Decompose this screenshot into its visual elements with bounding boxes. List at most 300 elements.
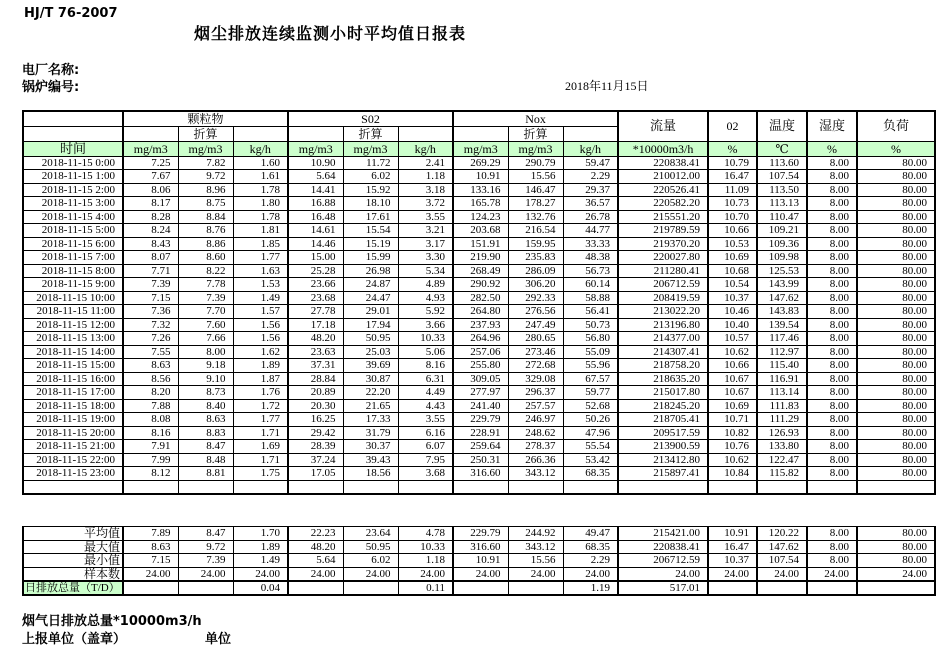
- value-cell: 15.54: [343, 224, 398, 238]
- value-cell: 7.55: [123, 345, 178, 359]
- value-cell: 80.00: [857, 156, 935, 170]
- value-cell: 8.00: [807, 386, 857, 400]
- unit-cell: %: [708, 141, 757, 156]
- summary-row: [23, 527, 935, 541]
- value-cell: 80.00: [857, 453, 935, 467]
- value-cell: 18.10: [343, 197, 398, 211]
- value-cell: 8.00: [807, 210, 857, 224]
- standard-code: HJ/T 76-2007: [24, 6, 118, 21]
- value-cell: 8.00: [807, 224, 857, 238]
- value-cell: 1.56: [233, 332, 288, 346]
- summary-row: [23, 540, 935, 554]
- value-cell: 8.00: [807, 527, 857, 541]
- value-cell: 7.95: [398, 453, 453, 467]
- value-cell: 259.64: [453, 440, 508, 454]
- value-cell: 16.25: [288, 413, 343, 427]
- value-cell: 8.06: [123, 183, 178, 197]
- value-cell: 220526.41: [618, 183, 708, 197]
- value-cell: 216.54: [508, 224, 563, 238]
- time-cell: 2018-11-15 18:00: [23, 399, 123, 413]
- value-cell: 80.00: [857, 540, 935, 554]
- value-cell: 248.62: [508, 426, 563, 440]
- value-cell: 109.21: [757, 224, 807, 238]
- value-cell: 24.00: [178, 567, 233, 581]
- value-cell: 7.32: [123, 318, 178, 332]
- value-cell: 10.90: [288, 156, 343, 170]
- value-cell: 109.98: [757, 251, 807, 265]
- spacer-cell: [563, 126, 618, 141]
- value-cell: 11.72: [343, 156, 398, 170]
- value-cell: 113.50: [757, 183, 807, 197]
- value-cell: 9.10: [178, 372, 233, 386]
- value-cell: 280.65: [508, 332, 563, 346]
- value-cell: 0.04: [233, 581, 288, 595]
- value-cell: 4.43: [398, 399, 453, 413]
- value-cell: 10.91: [453, 554, 508, 568]
- value-cell: 1.56: [233, 318, 288, 332]
- empty-cell: [708, 480, 757, 494]
- value-cell: 25.28: [288, 264, 343, 278]
- value-cell: 58.88: [563, 291, 618, 305]
- time-cell: 2018-11-15 11:00: [23, 305, 123, 319]
- summary-row: [23, 567, 935, 581]
- value-cell: 11.09: [708, 183, 757, 197]
- value-cell: 250.31: [453, 453, 508, 467]
- value-cell: 1.77: [233, 413, 288, 427]
- pm-converted-header: 折算: [178, 126, 233, 141]
- value-cell: 59.77: [563, 386, 618, 400]
- value-cell: 112.97: [757, 345, 807, 359]
- value-cell: 139.54: [757, 318, 807, 332]
- value-cell: 2.29: [563, 554, 618, 568]
- value-cell: 80.00: [857, 467, 935, 481]
- value-cell: 178.27: [508, 197, 563, 211]
- summary-label-cell: 日排放总量（T/D）: [23, 581, 123, 595]
- value-cell: 109.36: [757, 237, 807, 251]
- value-cell: 8.08: [123, 413, 178, 427]
- value-cell: 80.00: [857, 440, 935, 454]
- value-cell: 9.72: [178, 170, 233, 184]
- value-cell: 329.08: [508, 372, 563, 386]
- data-row: [23, 372, 935, 386]
- value-cell: 24.00: [288, 567, 343, 581]
- value-cell: 272.68: [508, 359, 563, 373]
- time-cell: 2018-11-15 9:00: [23, 278, 123, 292]
- value-cell: 8.00: [807, 264, 857, 278]
- value-cell: 80.00: [857, 413, 935, 427]
- value-cell: 8.07: [123, 251, 178, 265]
- value-cell: [857, 581, 935, 595]
- temperature-header: 温度: [757, 111, 807, 141]
- spacer-cell: [23, 126, 123, 141]
- plant-name-label: 电厂名称:: [22, 63, 80, 78]
- value-cell: 2.29: [563, 170, 618, 184]
- value-cell: 80.00: [857, 372, 935, 386]
- value-cell: 4.93: [398, 291, 453, 305]
- value-cell: 8.40: [178, 399, 233, 413]
- empty-cell: [453, 480, 508, 494]
- value-cell: 24.00: [708, 567, 757, 581]
- value-cell: 10.57: [708, 332, 757, 346]
- gas-total-label: 烟气日排放总量*10000m3/h: [22, 614, 202, 629]
- value-cell: 15.92: [343, 183, 398, 197]
- value-cell: 8.16: [123, 426, 178, 440]
- value-cell: 80.00: [857, 237, 935, 251]
- value-cell: 6.02: [343, 554, 398, 568]
- value-cell: 6.31: [398, 372, 453, 386]
- value-cell: 17.18: [288, 318, 343, 332]
- value-cell: 29.01: [343, 305, 398, 319]
- time-cell: 2018-11-15 13:00: [23, 332, 123, 346]
- value-cell: 264.96: [453, 332, 508, 346]
- value-cell: 3.66: [398, 318, 453, 332]
- value-cell: 213022.20: [618, 305, 708, 319]
- pm-group-header: 颗粒物: [123, 111, 288, 126]
- value-cell: 107.54: [757, 554, 807, 568]
- data-row: [23, 345, 935, 359]
- value-cell: 24.00: [398, 567, 453, 581]
- unit-cell: %: [807, 141, 857, 156]
- value-cell: 343.12: [508, 467, 563, 481]
- value-cell: 7.78: [178, 278, 233, 292]
- value-cell: 15.19: [343, 237, 398, 251]
- value-cell: 8.63: [178, 413, 233, 427]
- table-header: [23, 111, 935, 156]
- value-cell: 80.00: [857, 224, 935, 238]
- value-cell: 8.00: [807, 554, 857, 568]
- value-cell: 15.56: [508, 554, 563, 568]
- value-cell: 276.56: [508, 305, 563, 319]
- value-cell: 8.84: [178, 210, 233, 224]
- value-cell: 30.87: [343, 372, 398, 386]
- time-cell: 2018-11-15 22:00: [23, 453, 123, 467]
- empty-cell: [857, 480, 935, 494]
- value-cell: 107.54: [757, 170, 807, 184]
- value-cell: 8.12: [123, 467, 178, 481]
- units-header-row: [23, 141, 935, 156]
- value-cell: [708, 581, 757, 595]
- value-cell: 220027.80: [618, 251, 708, 265]
- value-cell: 7.70: [178, 305, 233, 319]
- value-cell: 8.86: [178, 237, 233, 251]
- value-cell: 80.00: [857, 170, 935, 184]
- value-cell: 113.13: [757, 197, 807, 211]
- value-cell: 133.80: [757, 440, 807, 454]
- time-cell: 2018-11-15 10:00: [23, 291, 123, 305]
- value-cell: 7.71: [123, 264, 178, 278]
- value-cell: 52.68: [563, 399, 618, 413]
- value-cell: 309.05: [453, 372, 508, 386]
- value-cell: 1.18: [398, 554, 453, 568]
- value-cell: 10.62: [708, 453, 757, 467]
- value-cell: 7.99: [123, 453, 178, 467]
- value-cell: 8.75: [178, 197, 233, 211]
- data-row: [23, 386, 935, 400]
- value-cell: 22.23: [288, 527, 343, 541]
- value-cell: 237.93: [453, 318, 508, 332]
- value-cell: 1.78: [233, 210, 288, 224]
- unit-cell: kg/h: [233, 141, 288, 156]
- value-cell: 24.00: [343, 567, 398, 581]
- value-cell: 115.82: [757, 467, 807, 481]
- value-cell: 7.25: [123, 156, 178, 170]
- value-cell: [508, 581, 563, 595]
- value-cell: 56.41: [563, 305, 618, 319]
- value-cell: 10.70: [708, 210, 757, 224]
- value-cell: [178, 581, 233, 595]
- value-cell: 18.56: [343, 467, 398, 481]
- unit-label: 单位: [205, 632, 232, 647]
- value-cell: [123, 581, 178, 595]
- value-cell: 10.46: [708, 305, 757, 319]
- value-cell: 22.20: [343, 386, 398, 400]
- value-cell: [757, 581, 807, 595]
- value-cell: 1.72: [233, 399, 288, 413]
- value-cell: 229.79: [453, 527, 508, 541]
- spacer-cell: [233, 126, 288, 141]
- data-row: [23, 170, 935, 184]
- value-cell: 10.37: [708, 291, 757, 305]
- value-cell: 56.73: [563, 264, 618, 278]
- value-cell: 151.91: [453, 237, 508, 251]
- value-cell: 10.91: [708, 527, 757, 541]
- value-cell: 278.37: [508, 440, 563, 454]
- summary-row: [23, 554, 935, 568]
- value-cell: 8.28: [123, 210, 178, 224]
- value-cell: 125.53: [757, 264, 807, 278]
- value-cell: 113.60: [757, 156, 807, 170]
- value-cell: 228.91: [453, 426, 508, 440]
- value-cell: 1.75: [233, 467, 288, 481]
- value-cell: 218758.20: [618, 359, 708, 373]
- value-cell: 15.99: [343, 251, 398, 265]
- value-cell: 8.48: [178, 453, 233, 467]
- value-cell: 6.07: [398, 440, 453, 454]
- value-cell: 277.97: [453, 386, 508, 400]
- time-cell: 2018-11-15 15:00: [23, 359, 123, 373]
- empty-cell: [23, 480, 123, 494]
- value-cell: 20.89: [288, 386, 343, 400]
- value-cell: 23.68: [288, 291, 343, 305]
- unit-cell: ℃: [757, 141, 807, 156]
- value-cell: 3.55: [398, 210, 453, 224]
- value-cell: 8.00: [807, 170, 857, 184]
- value-cell: 8.00: [807, 291, 857, 305]
- time-cell: 2018-11-15 1:00: [23, 170, 123, 184]
- value-cell: 27.78: [288, 305, 343, 319]
- value-cell: 218245.20: [618, 399, 708, 413]
- value-cell: 10.76: [708, 440, 757, 454]
- value-cell: 9.18: [178, 359, 233, 373]
- value-cell: 4.89: [398, 278, 453, 292]
- value-cell: 80.00: [857, 332, 935, 346]
- value-cell: 8.73: [178, 386, 233, 400]
- value-cell: 14.41: [288, 183, 343, 197]
- page-title: 烟尘排放连续监测小时平均值日报表: [193, 24, 466, 43]
- spacer-cell: [453, 126, 508, 141]
- value-cell: 16.47: [708, 170, 757, 184]
- value-cell: 8.00: [807, 332, 857, 346]
- value-cell: 26.98: [343, 264, 398, 278]
- value-cell: 30.37: [343, 440, 398, 454]
- hourly-report-table: [22, 110, 936, 495]
- value-cell: 24.00: [508, 567, 563, 581]
- data-row: [23, 197, 935, 211]
- value-cell: 218635.20: [618, 372, 708, 386]
- value-cell: 3.55: [398, 413, 453, 427]
- value-cell: 67.57: [563, 372, 618, 386]
- value-cell: 219.90: [453, 251, 508, 265]
- value-cell: 17.33: [343, 413, 398, 427]
- value-cell: 218705.41: [618, 413, 708, 427]
- value-cell: 26.78: [563, 210, 618, 224]
- empty-cell: [343, 480, 398, 494]
- value-cell: 25.03: [343, 345, 398, 359]
- value-cell: 257.57: [508, 399, 563, 413]
- value-cell: 8.16: [398, 359, 453, 373]
- data-row: [23, 453, 935, 467]
- value-cell: 80.00: [857, 251, 935, 265]
- value-cell: 10.68: [708, 264, 757, 278]
- value-cell: 3.68: [398, 467, 453, 481]
- data-row: [23, 359, 935, 373]
- value-cell: 110.47: [757, 210, 807, 224]
- value-cell: 7.39: [178, 291, 233, 305]
- value-cell: 1.49: [233, 554, 288, 568]
- value-cell: 7.82: [178, 156, 233, 170]
- time-cell: 2018-11-15 17:00: [23, 386, 123, 400]
- value-cell: 215897.41: [618, 467, 708, 481]
- data-row: [23, 210, 935, 224]
- value-cell: [453, 581, 508, 595]
- value-cell: 296.37: [508, 386, 563, 400]
- value-cell: 8.00: [807, 426, 857, 440]
- value-cell: 8.00: [807, 467, 857, 481]
- value-cell: 80.00: [857, 345, 935, 359]
- value-cell: 1.87: [233, 372, 288, 386]
- value-cell: 80.00: [857, 291, 935, 305]
- value-cell: 49.47: [563, 527, 618, 541]
- value-cell: 50.95: [343, 332, 398, 346]
- value-cell: 1.18: [398, 170, 453, 184]
- value-cell: 282.50: [453, 291, 508, 305]
- value-cell: 24.00: [563, 567, 618, 581]
- report-date: 2018年11月15日: [565, 79, 649, 93]
- value-cell: 24.00: [453, 567, 508, 581]
- value-cell: 8.17: [123, 197, 178, 211]
- time-header: 时间: [23, 141, 123, 156]
- value-cell: 80.00: [857, 183, 935, 197]
- value-cell: 111.83: [757, 399, 807, 413]
- value-cell: 21.65: [343, 399, 398, 413]
- summary-table: [22, 526, 936, 596]
- value-cell: 7.66: [178, 332, 233, 346]
- empty-cell: [398, 480, 453, 494]
- value-cell: 269.29: [453, 156, 508, 170]
- value-cell: 290.79: [508, 156, 563, 170]
- data-row: [23, 440, 935, 454]
- value-cell: 8.22: [178, 264, 233, 278]
- value-cell: 24.00: [807, 567, 857, 581]
- value-cell: 8.83: [178, 426, 233, 440]
- value-cell: 8.00: [807, 440, 857, 454]
- value-cell: 143.99: [757, 278, 807, 292]
- value-cell: 9.72: [178, 540, 233, 554]
- value-cell: 7.26: [123, 332, 178, 346]
- value-cell: 24.47: [343, 291, 398, 305]
- value-cell: 8.00: [807, 359, 857, 373]
- value-cell: 115.40: [757, 359, 807, 373]
- value-cell: 7.36: [123, 305, 178, 319]
- value-cell: 241.40: [453, 399, 508, 413]
- value-cell: 50.73: [563, 318, 618, 332]
- spacer-cell: [398, 126, 453, 141]
- value-cell: 1.81: [233, 224, 288, 238]
- value-cell: 1.49: [233, 291, 288, 305]
- empty-cell: [563, 480, 618, 494]
- value-cell: 10.53: [708, 237, 757, 251]
- value-cell: 80.00: [857, 359, 935, 373]
- value-cell: 8.56: [123, 372, 178, 386]
- value-cell: 343.12: [508, 540, 563, 554]
- value-cell: 1.76: [233, 386, 288, 400]
- value-cell: 266.36: [508, 453, 563, 467]
- value-cell: 257.06: [453, 345, 508, 359]
- value-cell: 8.00: [807, 345, 857, 359]
- value-cell: 7.89: [123, 527, 178, 541]
- value-cell: 213412.80: [618, 453, 708, 467]
- empty-cell: [807, 480, 857, 494]
- value-cell: 8.00: [807, 372, 857, 386]
- value-cell: 1.19: [563, 581, 618, 595]
- time-cell: 2018-11-15 23:00: [23, 467, 123, 481]
- data-row: [23, 413, 935, 427]
- value-cell: 10.79: [708, 156, 757, 170]
- value-cell: 56.80: [563, 332, 618, 346]
- value-cell: 316.60: [453, 540, 508, 554]
- data-row: [23, 251, 935, 265]
- value-cell: 7.67: [123, 170, 178, 184]
- value-cell: 0.11: [398, 581, 453, 595]
- empty-row: [23, 480, 935, 494]
- value-cell: 5.06: [398, 345, 453, 359]
- value-cell: 55.09: [563, 345, 618, 359]
- value-cell: 28.39: [288, 440, 343, 454]
- data-row: [23, 467, 935, 481]
- value-cell: 10.62: [708, 345, 757, 359]
- value-cell: 1.61: [233, 170, 288, 184]
- value-cell: 23.63: [288, 345, 343, 359]
- nox-converted-header: 折算: [508, 126, 563, 141]
- value-cell: 23.64: [343, 527, 398, 541]
- summary-body: [23, 527, 935, 595]
- value-cell: 10.66: [708, 224, 757, 238]
- data-row: [23, 318, 935, 332]
- value-cell: 10.67: [708, 386, 757, 400]
- value-cell: 159.95: [508, 237, 563, 251]
- value-cell: 517.01: [618, 581, 708, 595]
- value-cell: 146.47: [508, 183, 563, 197]
- value-cell: 8.00: [807, 413, 857, 427]
- summary-label-cell: 平均值: [23, 527, 123, 541]
- value-cell: 15.56: [508, 170, 563, 184]
- empty-cell: [178, 480, 233, 494]
- value-cell: 50.26: [563, 413, 618, 427]
- value-cell: 215551.20: [618, 210, 708, 224]
- value-cell: 8.20: [123, 386, 178, 400]
- value-cell: 48.38: [563, 251, 618, 265]
- value-cell: 8.63: [123, 359, 178, 373]
